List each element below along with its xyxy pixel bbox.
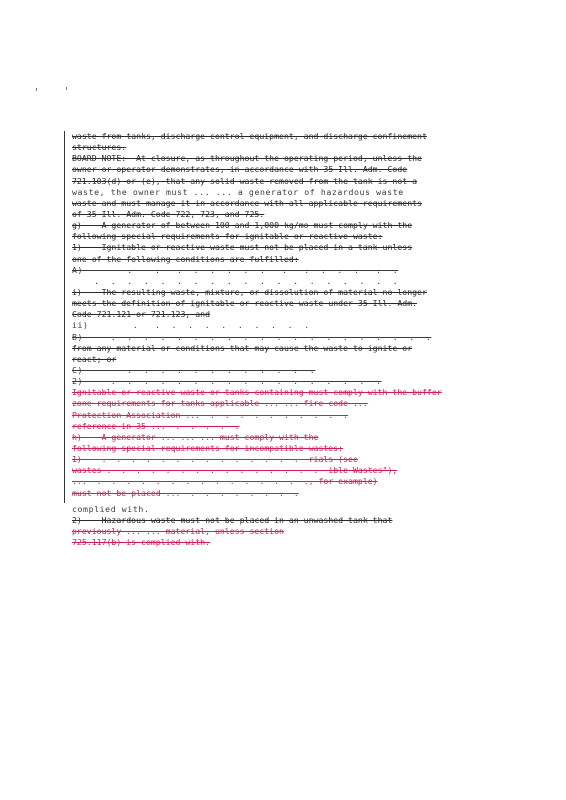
text-line: ... . . . . . . . . . . . . . . ., for example)	[72, 476, 378, 487]
text-line: react; or	[72, 353, 117, 364]
text-line: g) A generator of between 100 and 1,000 kg/mo must comply with the	[72, 220, 413, 231]
text-line: following special requirements for incompatible wastes:	[72, 442, 344, 453]
text-line: following special requirements for ignitable or reactive waste:	[72, 231, 383, 242]
document-text	[72, 131, 512, 548]
text-line: zone requirements for tanks applicable ... ... fire code ...	[72, 398, 368, 409]
text-line: 725.117(b) is complied with.	[72, 537, 211, 548]
text-line: complied with.	[72, 503, 150, 514]
text-line: ii) . . . . . . . . . . .	[72, 320, 310, 331]
left-margin-rule	[64, 131, 65, 503]
scan-speck	[36, 88, 37, 91]
text-line: 2) . . . . . . . . . . . . . . . . .	[72, 376, 382, 387]
text-line: Protection Association ... . . . . . . . . . .	[72, 409, 349, 420]
text-line: meets the definition of ignitable or reactive waste under 35 Ill. Adm.	[72, 298, 418, 309]
text-line: owner or operator demonstrates, in accordance with 35 Ill. Adm. Code	[72, 164, 408, 175]
text-line: structures.	[72, 142, 127, 153]
text-line: Ignitable or reactive waste or tanks containing must comply with the buffer	[72, 387, 442, 398]
text-line: waste, the owner must ... ... a generator of hazardous waste	[72, 186, 404, 197]
text-line: of 35 Ill. Adm. Code 722, 723, and 725.	[72, 208, 265, 219]
text-line: 1) . . . . . . . . . . . . . . rials (see	[72, 454, 358, 465]
text-line: . . . . . . . . . . . . . . . . . . .	[72, 275, 399, 286]
text-line: one of the following conditions are fulfilled:	[72, 253, 299, 264]
scan-speck	[66, 87, 67, 90]
text-line: C) . . . . . . . . . . . .	[72, 364, 316, 375]
text-line: Code 721.121 or 721.123, and	[72, 309, 211, 320]
text-line: wastes . . . . . . . . . . . . . . . ible Wastes"),	[72, 465, 398, 476]
text-line: BOARD NOTE: At closure, as throughout the operating period, unless the	[72, 153, 422, 164]
text-line: must not be placed ... . . . . . . . .	[72, 487, 299, 498]
text-line: B) . . . . . . . . . . . . . . . . . . . .	[72, 331, 432, 342]
text-line: A) . . . . . . . . . . . . . . .	[72, 264, 399, 275]
text-line: 1) Ignitable or reactive waste must not be placed in a tank unless	[72, 242, 413, 253]
text-line: from any material or conditions that may cause the waste to ignite or	[72, 342, 413, 353]
text-line: waste from tanks, discharge control equipment, and discharge confinement	[72, 131, 427, 141]
text-line: 721.103(d) or (e), that any solid waste removed from the tank is not a	[72, 175, 418, 186]
text-line: i) The resulting waste, mixture, or dissolution of material no longer	[72, 286, 427, 297]
text-line: waste and must manage it in accordance with all applicable requirements	[72, 197, 422, 208]
text-line: 2) Hazardous waste must not be placed in an unwashed tank that	[72, 514, 393, 525]
text-line: reference in 35 ... . . . . .	[72, 420, 240, 431]
text-line: previously ... ... material, unless section	[72, 525, 284, 536]
text-line: h) A generator ... ... ... must comply with the	[72, 431, 319, 442]
